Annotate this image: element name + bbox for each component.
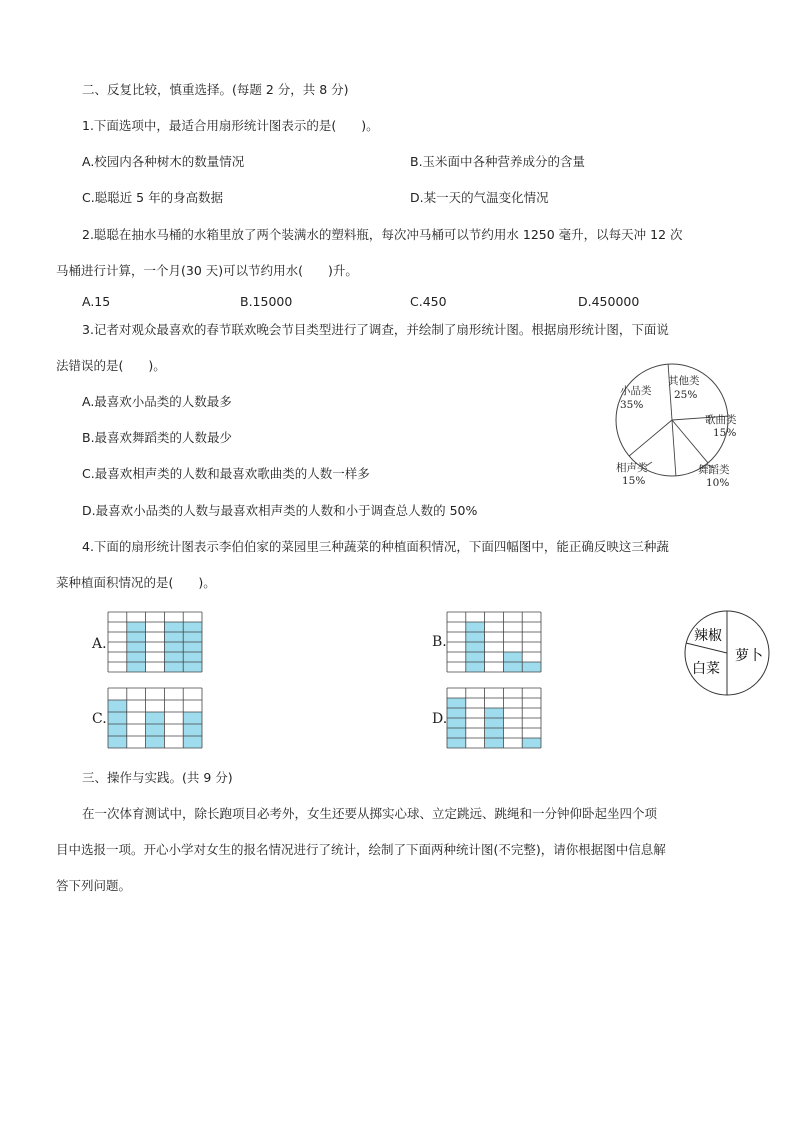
grid-filled-cell xyxy=(146,712,165,724)
q3-pie-label: 舞蹈类 xyxy=(698,464,730,476)
q1-stem: 1.下面选项中，最适合用扇形统计图表示的是( )。 xyxy=(82,118,379,133)
grid-filled-cell xyxy=(164,652,183,662)
grid-filled-cell xyxy=(522,738,541,748)
section3-title: 三、操作与实践。(共 9 分) xyxy=(82,770,233,785)
q3-pie-chart xyxy=(606,360,756,490)
q2-stem-line1: 2.聪聪在抽水马桶的水箱里放了两个装满水的塑料瓶，每次冲马桶可以节约用水 1250 毫升，以每天冲 12 次 xyxy=(82,227,683,242)
q3-pie-percent: 10% xyxy=(706,477,730,489)
q3-option-b: B.最喜欢舞蹈类的人数最少 xyxy=(82,430,233,445)
grid-filled-cell xyxy=(146,736,165,748)
q3-stem-line1: 3.记者对观众最喜欢的春节联欢晚会节目类型进行了调查，并绘制了扇形统计图。根据扇形统计图，下面说 xyxy=(82,322,669,337)
grid-filled-cell xyxy=(447,708,466,718)
grid-filled-cell xyxy=(164,642,183,652)
q3-option-c: C.最喜欢相声类的人数和最喜欢歌曲类的人数一样多 xyxy=(82,466,370,481)
grid-filled-cell xyxy=(466,632,485,642)
grid-filled-cell xyxy=(164,632,183,642)
grid-filled-cell xyxy=(466,622,485,632)
grid-filled-cell xyxy=(108,736,127,748)
q4-pie-label-lajiao: 辣椒 xyxy=(694,628,722,644)
q2-stem-line2: 马桶进行计算，一个月(30 天)可以节约用水( )升。 xyxy=(56,263,358,278)
grid-filled-cell xyxy=(485,718,504,728)
section2-title: 二、反复比较，慎重选择。(每题 2 分，共 8 分) xyxy=(82,82,349,97)
q4-option-c-label: C. xyxy=(92,711,107,727)
grid-filled-cell xyxy=(466,652,485,662)
q3-pie-percent: 25% xyxy=(674,389,698,401)
grid-filled-cell xyxy=(183,632,202,642)
q1-option-b: B.玉米面中各种营养成分的含量 xyxy=(410,154,586,169)
q3-stem-line2: 法错误的是( )。 xyxy=(56,358,166,373)
grid-filled-cell xyxy=(183,642,202,652)
grid-filled-cell xyxy=(127,622,146,632)
grid-filled-cell xyxy=(447,718,466,728)
grid-filled-cell xyxy=(466,642,485,652)
q4-pie-chart xyxy=(682,610,782,700)
grid-filled-cell xyxy=(127,642,146,652)
section3-para-line3: 答下列问题。 xyxy=(56,878,132,893)
q2-option-b: B.15000 xyxy=(240,294,293,309)
q3-pie-label: 小品类 xyxy=(620,385,652,397)
grid-filled-cell xyxy=(447,698,466,708)
q3-pie-percent: 15% xyxy=(622,475,646,487)
grid-filled-cell xyxy=(127,662,146,672)
q2-option-a: A.15 xyxy=(82,294,111,309)
q3-pie-label: 相声类 xyxy=(616,462,648,474)
grid-filled-cell xyxy=(503,652,522,662)
q3-option-d: D.最喜欢小品类的人数与最喜欢相声类的人数和小于调查总人数的 50% xyxy=(82,503,478,518)
grid-filled-cell xyxy=(183,662,202,672)
grid-filled-cell xyxy=(127,652,146,662)
q2-option-d: D.450000 xyxy=(578,294,640,309)
q4-option-b-label: B. xyxy=(432,634,447,650)
q4-option-c-grid xyxy=(108,688,204,750)
q4-stem-line1: 4.下面的扇形统计图表示李伯伯家的菜园里三种蔬菜的种植面积情况，下面四幅图中，能正确反映这三种蔬 xyxy=(82,539,669,554)
q3-pie-percent: 15% xyxy=(713,427,737,439)
q2-option-c: C.450 xyxy=(410,294,447,309)
q4-stem-line2: 菜种植面积情况的是( )。 xyxy=(56,575,216,590)
q1-option-d: D.某一天的气温变化情况 xyxy=(410,190,549,205)
q4-option-d-grid xyxy=(447,688,543,750)
q4-option-a-label: A. xyxy=(92,636,107,652)
q4-option-b-grid xyxy=(447,612,543,674)
grid-filled-cell xyxy=(183,622,202,632)
grid-filled-cell xyxy=(164,622,183,632)
grid-filled-cell xyxy=(183,652,202,662)
grid-filled-cell xyxy=(108,700,127,712)
grid-filled-cell xyxy=(522,662,541,672)
grid-filled-cell xyxy=(503,662,522,672)
grid-filled-cell xyxy=(183,724,202,736)
grid-filled-cell xyxy=(164,662,183,672)
grid-filled-cell xyxy=(127,632,146,642)
grid-filled-cell xyxy=(146,724,165,736)
grid-filled-cell xyxy=(108,724,127,736)
q3-pie-label: 其他类 xyxy=(668,375,700,387)
section3-para-line1: 在一次体育测试中，除长跑项目必考外，女生还要从掷实心球、立定跳远、跳绳和一分钟仰卧起坐四个项 xyxy=(82,806,658,821)
grid-filled-cell xyxy=(183,712,202,724)
q4-option-d-label: D. xyxy=(432,711,448,727)
q3-pie-label: 歌曲类 xyxy=(705,414,737,426)
section3-para-line2: 目中选报一项。开心小学对女生的报名情况进行了统计，绘制了下面两种统计图(不完整)，请你根据图中信息解 xyxy=(56,842,666,857)
grid-filled-cell xyxy=(447,738,466,748)
grid-filled-cell xyxy=(183,736,202,748)
grid-filled-cell xyxy=(485,728,504,738)
grid-filled-cell xyxy=(447,728,466,738)
q3-pie-percent: 35% xyxy=(620,399,644,411)
q1-option-c: C.聪聪近 5 年的身高数据 xyxy=(82,190,224,205)
q4-pie-label-baicai: 白菜 xyxy=(692,661,720,677)
q1-option-a: A.校园内各种树木的数量情况 xyxy=(82,154,245,169)
grid-filled-cell xyxy=(485,708,504,718)
grid-filled-cell xyxy=(485,738,504,748)
grid-filled-cell xyxy=(466,662,485,672)
q3-option-a: A.最喜欢小品类的人数最多 xyxy=(82,394,232,409)
q4-pie-label-luobo: 萝卜 xyxy=(735,648,763,664)
grid-filled-cell xyxy=(108,712,127,724)
q4-option-a-grid xyxy=(108,612,204,674)
